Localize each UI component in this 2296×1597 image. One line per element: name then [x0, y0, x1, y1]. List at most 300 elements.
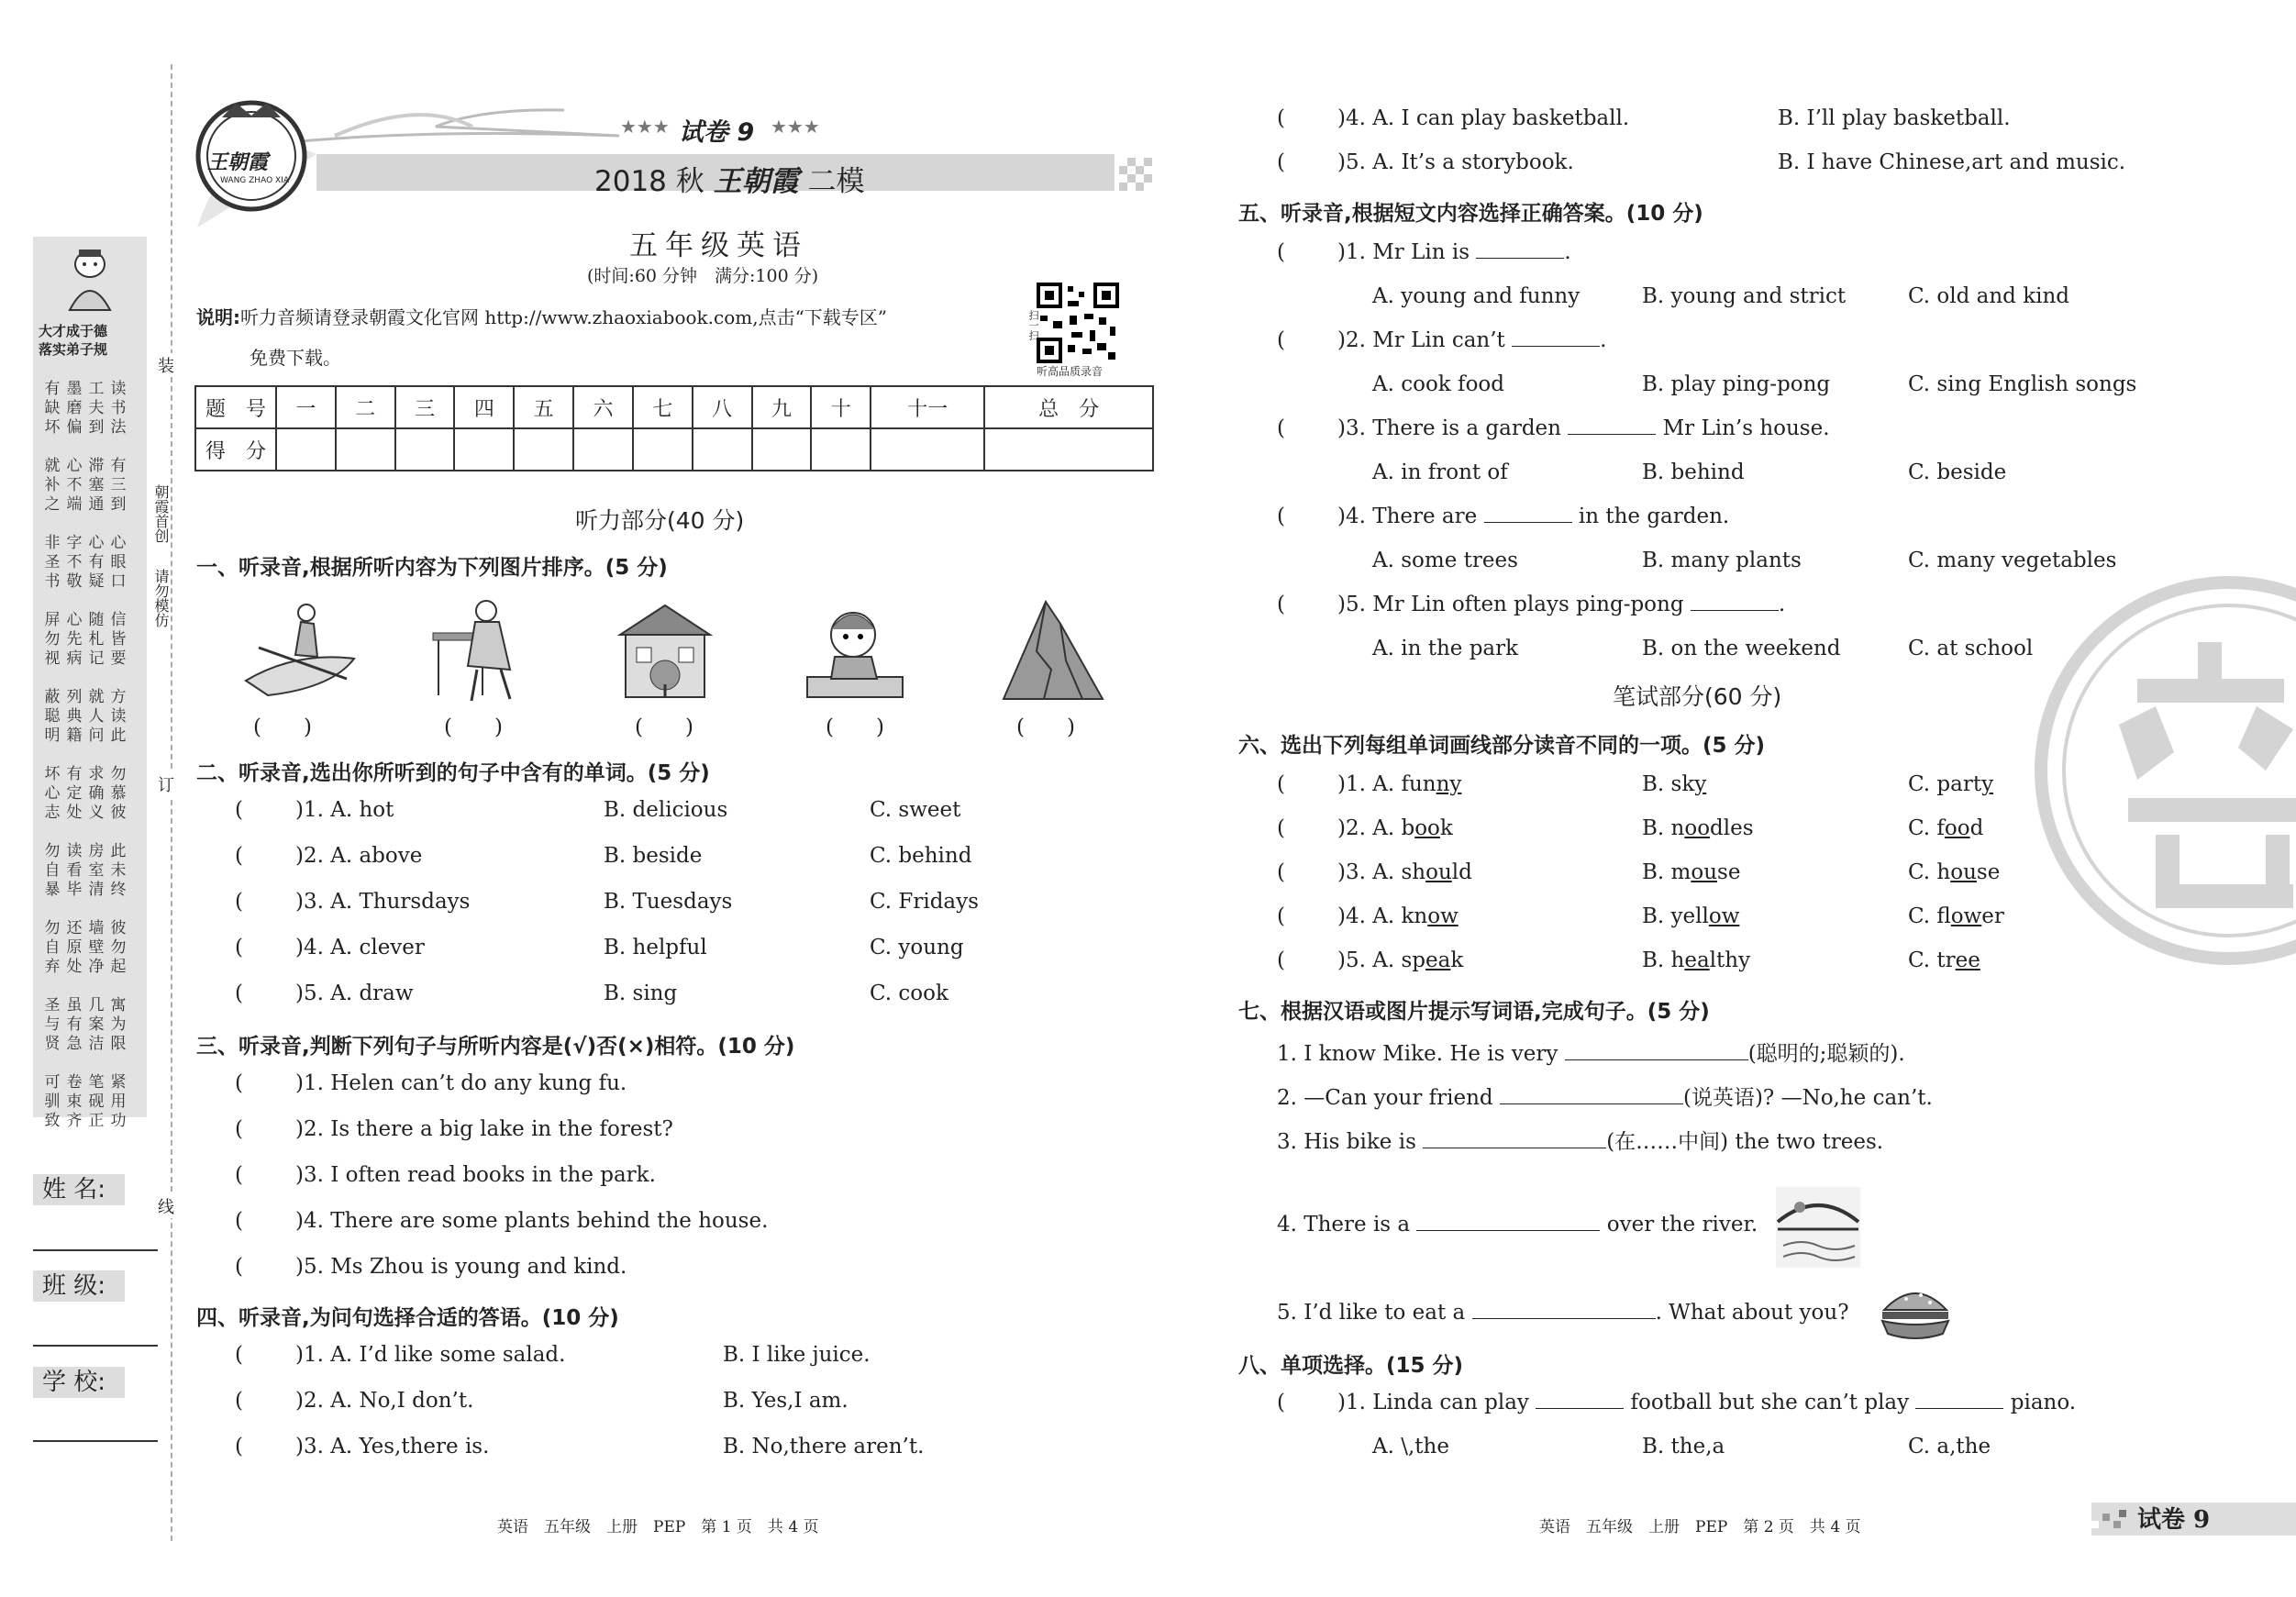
question: [1337, 1391, 2076, 1414]
checker-pattern-icon: [1119, 158, 1152, 191]
score-heading-cell: 三: [395, 386, 455, 428]
score-heading-cell: 七: [633, 386, 693, 428]
answer-blank[interactable]: [1484, 522, 1572, 523]
answer-blank[interactable]: [1512, 346, 1600, 347]
written-title: 笔试部分(60 分): [1613, 683, 1782, 710]
statement: )2. Is there a big lake in the forest?: [295, 1117, 673, 1141]
underlined-letters: ou: [1691, 860, 1718, 884]
question-text: piano.: [2003, 1391, 2077, 1414]
motto-char: 非: [44, 534, 61, 552]
answer-blank[interactable]: [1500, 1103, 1683, 1104]
motto-char: 功: [110, 1112, 127, 1130]
option-a: )2. A. No,I don’t.: [295, 1389, 474, 1413]
question-number: )4. A.: [1337, 904, 1402, 928]
section-7-title: 七、根据汉语或图片提示写词语,完成句子。(5 分): [1238, 1000, 1710, 1024]
picture-1-answer[interactable]: ( ): [253, 715, 312, 739]
answer-paren[interactable]: (: [235, 844, 243, 868]
paper-number: 试卷 9: [679, 118, 755, 147]
picture-5-answer[interactable]: ( ): [1016, 715, 1075, 739]
exam-suffix: 二模: [807, 165, 865, 198]
motto-char: 塞: [88, 476, 105, 494]
motto-char: 勿: [110, 765, 127, 783]
side-text-2: 请勿模仿: [152, 569, 170, 627]
option-b: B. I like juice.: [723, 1343, 871, 1367]
answer-paren[interactable]: (: [235, 981, 243, 1005]
stars-left: ★★★: [620, 116, 670, 138]
fill-in-sentence: [1277, 1037, 1905, 1067]
motto-char: 砚: [88, 1092, 105, 1111]
word-part: b: [1401, 816, 1415, 840]
motto-char: 滞: [88, 457, 105, 475]
option-c: C. at school: [1908, 637, 2034, 660]
answer-paren[interactable]: (: [235, 1117, 243, 1141]
sentence-end: (说英语)? —No,he can’t.: [1682, 1086, 1933, 1110]
score-cell[interactable]: [693, 428, 752, 471]
underlined-letters: ny: [1436, 772, 1462, 796]
motto-char: 看: [66, 861, 83, 880]
score-cell[interactable]: [871, 428, 984, 471]
motto-char: 心: [110, 534, 127, 552]
option-b: B. Tuesdays: [604, 890, 733, 914]
motto-char: 求: [88, 765, 105, 783]
school-field[interactable]: [33, 1440, 158, 1442]
motto-char: 问: [88, 726, 105, 745]
sentence-start: 2. —Can your friend: [1277, 1086, 1500, 1110]
motto-char: 籍: [66, 726, 83, 745]
underlined-letters: ou: [1950, 860, 1977, 884]
answer-paren[interactable]: (: [1277, 150, 1285, 174]
answer-paren[interactable]: (: [1277, 416, 1285, 440]
score-cell[interactable]: [276, 428, 336, 471]
qr-code-icon[interactable]: [1037, 283, 1119, 363]
score-heading-cell: 十: [811, 386, 871, 428]
cut-line: [171, 64, 172, 1541]
motto-char: 心: [66, 457, 83, 475]
note-text: 听力音频请登录朝霞文化官网 http://www.zhaoxiabook.com,点击“下载专区”: [240, 306, 888, 328]
option-b: B. the,a: [1642, 1435, 1725, 1458]
answer-paren[interactable]: (: [1277, 772, 1285, 796]
motto-line-1: 大才成于德: [39, 323, 108, 339]
motto-char: 心: [66, 611, 83, 629]
motto-char: 偏: [66, 418, 83, 437]
logo-sub: WANG ZHAO XIA: [220, 176, 289, 185]
answer-paren[interactable]: (: [1277, 328, 1285, 352]
motto-char: 之: [44, 495, 61, 514]
answer-paren[interactable]: (: [235, 890, 243, 914]
motto-char: 限: [110, 1035, 127, 1053]
option-c: C. many vegetables: [1908, 549, 2117, 572]
motto-char: 心: [44, 784, 61, 803]
question: [1337, 416, 1830, 440]
underlined-letters: oo: [1944, 816, 1970, 840]
sentence-end: over the river.: [1600, 1213, 1758, 1237]
motto-line-2: 落实弟子规: [39, 341, 108, 358]
motto-char: 彼: [110, 919, 127, 937]
word-part: k: [1439, 816, 1453, 840]
motto-char: 可: [44, 1073, 61, 1092]
answer-paren[interactable]: (: [1277, 904, 1285, 928]
motto-char: 就: [88, 688, 105, 706]
answer-blank[interactable]: [1476, 258, 1564, 259]
motto-char: 自: [44, 861, 61, 880]
motto-char: 就: [44, 457, 61, 475]
exam-brand: 王朝霞: [713, 165, 799, 198]
score-heading-cell: 四: [454, 386, 514, 428]
motto-char: 坏: [44, 765, 61, 783]
underlined-letters: ou: [1425, 860, 1452, 884]
motto-char: 为: [110, 1015, 127, 1034]
answer-paren[interactable]: (: [1277, 860, 1285, 884]
rowing-boat-picture: [240, 596, 360, 702]
motto-char: 不: [66, 476, 83, 494]
option-b: B. delicious: [604, 798, 728, 822]
score-label: 得 分: [195, 428, 276, 471]
option-a: A. some trees: [1372, 549, 1518, 572]
motto-char: 疑: [88, 572, 105, 591]
motto-char: 不: [66, 553, 83, 571]
motto-char: 勿: [110, 938, 127, 957]
school-label: 学 校:: [33, 1367, 125, 1398]
picture-2-answer[interactable]: ( ): [444, 715, 503, 739]
motto-char: 处: [66, 958, 83, 976]
motto-char: 夫: [88, 399, 105, 417]
answer-blank[interactable]: [1568, 434, 1656, 435]
option-b: B. behind: [1642, 460, 1745, 484]
motto-char: 自: [44, 938, 61, 957]
word-part: C. tr: [1908, 948, 1956, 972]
motto-char: 墙: [88, 919, 105, 937]
score-cell[interactable]: [573, 428, 633, 471]
motto-char: 处: [66, 804, 83, 822]
motto-char: 彼: [110, 804, 127, 822]
motto-char: 用: [110, 1092, 127, 1111]
hamburger-picture: [1879, 1282, 1952, 1345]
motto-char: 几: [88, 996, 105, 1015]
motto-char: 有: [66, 1015, 83, 1034]
option-b: B. helpful: [604, 936, 707, 959]
option-c: C. sweet: [870, 798, 961, 822]
option-c: C. cook: [870, 981, 948, 1005]
question: [1337, 505, 1729, 528]
motto-char: 读: [110, 707, 127, 726]
option-a: A. in front of: [1372, 460, 1508, 484]
option-b: B. I’ll play basketball.: [1778, 106, 2011, 130]
score-cell[interactable]: [752, 428, 812, 471]
fill-in-sentence: [1277, 1301, 1849, 1325]
score-row-scores: [195, 428, 1153, 471]
option-c: [1908, 948, 1980, 972]
motto-char: 随: [88, 611, 105, 629]
motto-char: 皆: [110, 630, 127, 649]
section-5-title: 五、听录音,根据短文内容选择正确答案。(10 分): [1238, 202, 1703, 226]
motto-char: 圣: [44, 553, 61, 571]
word-part: sh: [1401, 860, 1426, 884]
question-tail: .: [1778, 593, 1786, 616]
word-part: B. h: [1642, 948, 1685, 972]
cut-word-1: 装: [158, 353, 174, 377]
motto-char: 弃: [44, 958, 61, 976]
cut-word-3: 线: [158, 1194, 174, 1218]
girl-at-desk-picture: [431, 593, 532, 704]
motto-strip: [33, 237, 147, 1130]
score-heading-cell: 八: [693, 386, 752, 428]
mountain-picture: [1000, 596, 1106, 703]
answer-blank[interactable]: [1416, 1230, 1600, 1231]
motto-char: 眼: [110, 553, 127, 571]
motto-char: 圣: [44, 996, 61, 1015]
answer-paren[interactable]: (: [235, 1389, 243, 1413]
option-c: C. beside: [1908, 460, 2007, 484]
option-a: )3. A. Yes,there is.: [295, 1435, 490, 1458]
option-c: C. behind: [870, 844, 972, 868]
motto-char: 原: [66, 938, 83, 957]
motto-char: 列: [66, 688, 83, 706]
option-c: [1908, 904, 2004, 928]
motto-char: 终: [110, 881, 127, 899]
sentence-start: 5. I’d like to eat a: [1277, 1301, 1472, 1325]
score-cell[interactable]: [811, 428, 871, 471]
stars-right: ★★★: [771, 116, 820, 138]
underlined-letters: ea: [1684, 948, 1710, 972]
motto-char: 方: [110, 688, 127, 706]
bridge-picture: [1774, 1185, 1862, 1270]
footer-left: 英语 五年级 上册 PEP 第 1 页 共 4 页: [497, 1518, 819, 1536]
word-part: fun: [1401, 772, 1436, 796]
motto-char: 志: [44, 804, 61, 822]
word-part: C. h: [1908, 860, 1951, 884]
word-part: dles: [1710, 816, 1754, 840]
sentence-end: (在……中间) the two trees.: [1606, 1130, 1884, 1154]
score-cell[interactable]: [514, 428, 573, 471]
motto-char: 确: [88, 784, 105, 803]
answer-paren[interactable]: (: [235, 1435, 243, 1458]
motto-char: 房: [88, 842, 105, 860]
class-field[interactable]: [33, 1345, 158, 1347]
score-heading-cell: 一: [276, 386, 336, 428]
option-c: [1908, 816, 1983, 840]
answer-blank[interactable]: [1536, 1408, 1624, 1409]
option-a: A. \,the: [1372, 1435, 1449, 1458]
answer-blank[interactable]: [1915, 1408, 2003, 1409]
answer-paren[interactable]: (: [1277, 948, 1285, 972]
motto-char: 先: [66, 630, 83, 649]
option-a: [1337, 816, 1453, 840]
answer-paren[interactable]: (: [1277, 505, 1285, 528]
score-heading-cell: 九: [752, 386, 812, 428]
option-b: [1642, 948, 1750, 972]
score-cell[interactable]: [633, 428, 693, 471]
word-part: sp: [1401, 948, 1425, 972]
motto-char: 贤: [44, 1035, 61, 1053]
motto-char: 未: [110, 861, 127, 880]
option-b: B. on the weekend: [1642, 637, 1841, 660]
question-tail: .: [1564, 240, 1571, 264]
answer-paren[interactable]: (: [1277, 593, 1285, 616]
option-b: B. young and strict: [1642, 284, 1847, 308]
question-text: )3. There is a garden: [1337, 416, 1569, 440]
motto-char: 心: [88, 534, 105, 552]
motto-char: 暴: [44, 881, 61, 899]
section-6-title: 六、选出下列每组单词画线部分读音不同的一项。(5 分): [1238, 734, 1766, 758]
question-a: )4. A. clever: [295, 936, 425, 959]
fill-in-sentence: [1277, 1125, 1883, 1155]
question-number: )2. A.: [1337, 816, 1402, 840]
answer-paren[interactable]: (: [1277, 1391, 1285, 1414]
picture-3-answer[interactable]: ( ): [635, 715, 693, 739]
exam-title: [594, 158, 864, 199]
question: [1337, 328, 1606, 352]
motto-char: 病: [66, 649, 83, 668]
word-part: er: [1981, 904, 2004, 928]
question-number: )1. A.: [1337, 772, 1402, 796]
sentence-end: (聪明的;聪颖的).: [1747, 1042, 1905, 1066]
motto-char: 三: [110, 476, 127, 494]
question-tail: in the garden.: [1571, 505, 1730, 528]
score-cell[interactable]: [336, 428, 395, 471]
motto-char: 齐: [66, 1112, 83, 1130]
section-3-title: 三、听录音,判断下列句子与所听内容是(√)否(×)相符。(10 分): [196, 1035, 795, 1059]
motto-char: 此: [110, 726, 127, 745]
option-a: )5. A. It’s a storybook.: [1337, 150, 1574, 174]
answer-paren[interactable]: (: [235, 798, 243, 822]
question-number: )5. A.: [1337, 948, 1402, 972]
motto-char: 法: [110, 418, 127, 437]
motto-char: 书: [110, 399, 127, 417]
name-field[interactable]: [33, 1249, 158, 1251]
option-b: [1642, 772, 1706, 796]
question-a: )3. A. Thursdays: [295, 890, 471, 914]
score-heading-cell: 六: [573, 386, 633, 428]
answer-paren[interactable]: (: [1277, 816, 1285, 840]
picture-4-answer[interactable]: ( ): [826, 715, 884, 739]
answer-blank[interactable]: [1472, 1318, 1656, 1319]
underlined-letters: oo: [1684, 816, 1711, 840]
word-part: B. sk: [1642, 772, 1695, 796]
answer-blank[interactable]: [1691, 610, 1779, 611]
underlined-letters: y: [1981, 772, 1994, 796]
motto-char: 致: [44, 1112, 61, 1130]
motto-char: 记: [88, 649, 105, 668]
exam-prefix: 2018 秋: [594, 165, 704, 198]
motto-char: 札: [88, 630, 105, 649]
motto-char: 义: [88, 804, 105, 822]
motto-char: 紧: [110, 1073, 127, 1092]
motto-char: 案: [88, 1015, 105, 1034]
answer-paren[interactable]: (: [235, 1343, 243, 1367]
word-part: C. part: [1908, 772, 1982, 796]
word-part: k: [1450, 948, 1464, 972]
motto-char: 要: [110, 649, 127, 668]
option-c: C. young: [870, 936, 964, 959]
option-a: [1337, 904, 1459, 928]
note: [196, 303, 887, 329]
time-info: (时间:60 分钟 满分:100 分): [587, 266, 819, 286]
option-b: B. many plants: [1642, 549, 1802, 572]
word-part: B. m: [1642, 860, 1691, 884]
motto-char: 笔: [88, 1073, 105, 1092]
option-b: [1642, 860, 1740, 884]
motto-char: 有: [44, 380, 61, 398]
word-part: d: [1969, 816, 1984, 840]
option-a: [1337, 772, 1461, 796]
answer-paren[interactable]: (: [235, 1071, 243, 1095]
note-label: 说明:: [196, 306, 240, 328]
motto-char: 勿: [44, 630, 61, 649]
footer-dots-icon: [2091, 1508, 2128, 1530]
option-b: B. sing: [604, 981, 678, 1005]
option-c: C. a,the: [1908, 1435, 1991, 1458]
statement: )3. I often read books in the park.: [295, 1163, 656, 1187]
answer-paren[interactable]: (: [1277, 240, 1285, 264]
motto-char: 清: [88, 881, 105, 899]
underlined-letters: ow: [1708, 904, 1740, 928]
motto-char: 到: [88, 418, 105, 437]
question-tail: .: [1600, 328, 1607, 352]
score-heading-cell: 二: [336, 386, 395, 428]
logo-text: 王朝霞: [207, 150, 269, 174]
option-a: A. cook food: [1372, 372, 1504, 396]
note-text-2: 免费下载。: [250, 347, 341, 369]
option-b: B. beside: [604, 844, 703, 868]
word-part: B. n: [1642, 816, 1685, 840]
motto-char: 与: [44, 1015, 61, 1034]
answer-blank[interactable]: [1565, 1059, 1748, 1060]
listening-title: 听力部分(40 分): [575, 507, 745, 534]
question-text: )2. Mr Lin can’t: [1337, 328, 1513, 352]
score-cell[interactable]: [984, 428, 1153, 471]
score-cell[interactable]: [454, 428, 514, 471]
motto-char: 磨: [66, 399, 83, 417]
qr-side: 扫一扫: [1027, 310, 1039, 340]
word-part: se: [1717, 860, 1741, 884]
motto-char: 急: [66, 1035, 83, 1053]
motto-char: 坏: [44, 418, 61, 437]
section-8-title: 八、单项选择。(15 分): [1238, 1354, 1464, 1378]
answer-paren[interactable]: (: [235, 1163, 243, 1187]
motto-char: 到: [110, 495, 127, 514]
score-heading-cell: 总 分: [984, 386, 1153, 428]
answer-paren[interactable]: (: [235, 1209, 243, 1233]
motto-char: 束: [66, 1092, 83, 1111]
motto-char: 虽: [66, 996, 83, 1015]
option-b: B. Yes,I am.: [723, 1389, 849, 1413]
answer-paren[interactable]: (: [235, 1255, 243, 1279]
side-text-1: 朝霞首创: [152, 484, 170, 543]
motto-char: 书: [44, 572, 61, 591]
answer-paren[interactable]: (: [1277, 106, 1285, 130]
option-c: C. old and kind: [1908, 284, 2070, 308]
option-a: [1337, 948, 1463, 972]
motto-char: 寓: [110, 996, 127, 1015]
motto-char: 字: [66, 534, 83, 552]
motto-char: 补: [44, 476, 61, 494]
score-row-headings: [195, 386, 1153, 428]
secret-seal-watermark: [2018, 569, 2296, 972]
motto-char: 蔽: [44, 688, 61, 706]
option-a: [1337, 860, 1472, 884]
statement: )5. Ms Zhou is young and kind.: [295, 1255, 627, 1279]
question-text: )1. Linda can play: [1337, 1391, 1536, 1414]
score-cell[interactable]: [395, 428, 455, 471]
motto-char: 读: [110, 380, 127, 398]
option-c: [1908, 772, 1993, 796]
answer-paren[interactable]: (: [235, 936, 243, 959]
question: [1337, 593, 1785, 616]
statement: )1. Helen can’t do any kung fu.: [295, 1071, 627, 1095]
motto-char: 端: [66, 495, 83, 514]
option-a: )4. A. I can play basketball.: [1337, 106, 1630, 130]
motto-char: 定: [66, 784, 83, 803]
